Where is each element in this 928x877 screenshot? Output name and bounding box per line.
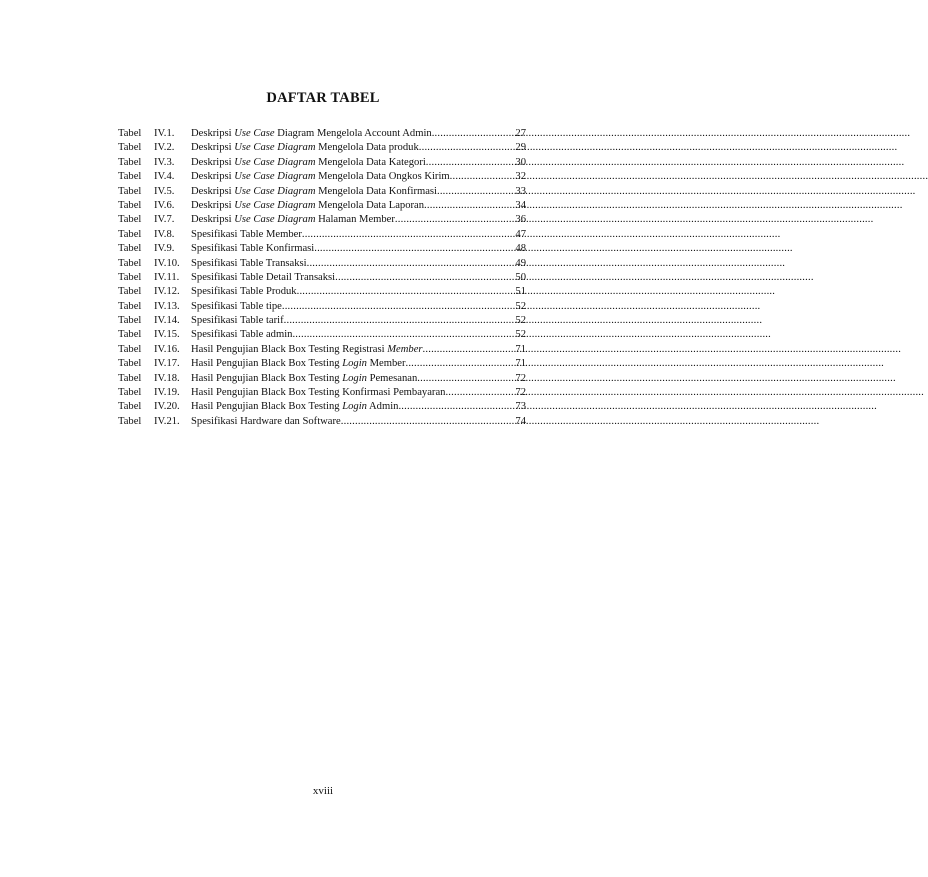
- table-label: Tabel: [118, 185, 142, 197]
- table-page-number: 30: [515, 156, 526, 168]
- table-number: IV.16.: [154, 343, 180, 355]
- dot-leader: [282, 300, 516, 314]
- table-number: IV.10.: [154, 257, 180, 269]
- list-item[interactable]: [118, 386, 526, 400]
- table-label: Tabel: [118, 271, 142, 283]
- table-page-number: 71: [515, 343, 526, 355]
- table-number: IV.5.: [154, 185, 175, 197]
- table-page-number: 50: [515, 271, 526, 283]
- dot-leader: [426, 156, 516, 170]
- table-caption: [191, 285, 297, 299]
- table-number: IV.14.: [154, 315, 180, 327]
- caption-text: Hasil Pengujian Black Box Testing: [191, 358, 343, 370]
- table-page-number: 34: [515, 199, 526, 211]
- caption-text-tail: Mengelola Data Kategori: [315, 156, 426, 168]
- list-item[interactable]: [118, 415, 526, 429]
- caption-italic-term: Use Case Diagram: [234, 214, 316, 226]
- table-page-number: 51: [515, 286, 526, 298]
- dot-leader: [292, 328, 515, 342]
- table-number: IV.13.: [154, 300, 180, 312]
- list-item[interactable]: [118, 343, 526, 357]
- table-label: Tabel: [118, 128, 142, 139]
- table-caption: [191, 228, 302, 242]
- table-label: Tabel: [118, 372, 142, 384]
- caption-text: Spesifikasi Table Member: [191, 228, 302, 240]
- table-page-number: 52: [515, 329, 526, 341]
- table-caption: [191, 185, 437, 199]
- list-item[interactable]: [118, 271, 526, 285]
- table-caption: [191, 242, 314, 256]
- dot-leader: [450, 170, 516, 184]
- dot-leader: [341, 415, 516, 429]
- table-page-number: 52: [515, 300, 526, 312]
- page-title: DAFTAR TABEL: [266, 90, 380, 106]
- caption-text-tail: Pemesanan: [366, 372, 418, 384]
- table-label: Tabel: [118, 300, 142, 312]
- table-caption: [191, 386, 445, 400]
- caption-text: Deskripsi: [191, 156, 235, 168]
- dot-leader: [314, 242, 515, 256]
- table-page-number: 52: [515, 315, 526, 327]
- table-number: IV.15.: [154, 329, 180, 341]
- list-item[interactable]: [118, 228, 526, 242]
- caption-text: Hasil Pengujian Black Box Testing: [191, 372, 343, 384]
- caption-italic-term: Use Case Diagram: [234, 171, 316, 183]
- caption-text-tail: Admin: [366, 401, 399, 413]
- caption-italic-term: Use Case: [234, 128, 275, 139]
- table-number: IV.8.: [154, 228, 175, 240]
- table-number: IV.4.: [154, 171, 175, 183]
- dot-leader: [405, 357, 515, 371]
- table-page-number: 33: [515, 185, 526, 197]
- table-label: Tabel: [118, 199, 142, 211]
- table-caption: [191, 343, 423, 357]
- table-label: Tabel: [118, 343, 142, 355]
- caption-italic-term: Use Case Diagram: [234, 199, 316, 211]
- table-number: IV.6.: [154, 199, 175, 211]
- list-item[interactable]: [118, 314, 526, 328]
- list-item[interactable]: [118, 170, 526, 184]
- caption-text: Spesifikasi Table Produk: [191, 286, 297, 298]
- caption-italic-term: Login: [342, 401, 367, 413]
- caption-text: Deskripsi: [191, 142, 235, 154]
- caption-text: Spesifikasi Table Transaksi: [191, 257, 307, 269]
- caption-italic-term: Use Case Diagram: [234, 156, 316, 168]
- table-number: IV.12.: [154, 286, 180, 298]
- caption-text: Hasil Pengujian Black Box Testing Registrasi: [191, 343, 388, 355]
- list-item[interactable]: [118, 372, 526, 386]
- page-number: xviii: [312, 785, 334, 797]
- dot-leader: [424, 199, 515, 213]
- dot-leader: [437, 185, 515, 199]
- table-caption: [191, 156, 426, 170]
- list-item[interactable]: [118, 300, 526, 314]
- table-list: [118, 127, 526, 429]
- caption-italic-term: Use Case Diagram: [234, 142, 316, 154]
- dot-leader: [297, 285, 516, 299]
- table-page-number: 49: [515, 257, 526, 269]
- table-caption: [191, 199, 424, 213]
- caption-text-tail: Diagram Mengelola Account Admin: [274, 128, 432, 139]
- table-number: IV.3.: [154, 156, 175, 168]
- table-page-number: 74: [515, 415, 526, 427]
- dot-leader: [432, 127, 516, 141]
- table-number: IV.19.: [154, 387, 180, 399]
- table-caption: [191, 271, 335, 285]
- caption-italic-term: Login: [342, 358, 367, 370]
- caption-text: Spesifikasi Table tipe: [191, 300, 282, 312]
- caption-text-tail: Halaman Member: [315, 214, 395, 226]
- list-item[interactable]: [118, 257, 526, 271]
- list-item[interactable]: [118, 285, 526, 299]
- caption-text: Spesifikasi Hardware dan Software: [191, 415, 341, 427]
- table-label: Tabel: [118, 358, 142, 370]
- caption-italic-term: Use Case Diagram: [234, 185, 316, 197]
- table-caption: [191, 357, 405, 371]
- list-item[interactable]: [118, 141, 526, 155]
- list-item[interactable]: [118, 213, 526, 227]
- table-label: Tabel: [118, 156, 142, 168]
- table-label: Tabel: [118, 142, 142, 154]
- list-item[interactable]: [118, 357, 526, 371]
- caption-text: Hasil Pengujian Black Box Testing Konfirmasi Pembayaran: [191, 387, 446, 399]
- caption-text: Spesifikasi Table Konfirmasi: [191, 243, 315, 255]
- table-label: Tabel: [118, 387, 142, 399]
- table-caption: [191, 400, 398, 414]
- table-page-number: 48: [515, 243, 526, 255]
- dot-leader: [395, 213, 515, 227]
- table-caption: [191, 300, 282, 314]
- table-caption: [191, 328, 292, 342]
- table-page-number: 72: [515, 372, 526, 384]
- caption-italic-term: Login: [342, 372, 367, 384]
- table-caption: [191, 372, 417, 386]
- list-item[interactable]: [118, 156, 526, 170]
- caption-text: Hasil Pengujian Black Box Testing: [191, 401, 343, 413]
- list-item[interactable]: [118, 199, 526, 213]
- table-page-number: 27: [515, 128, 526, 139]
- table-label: Tabel: [118, 329, 142, 341]
- table-label: Tabel: [118, 228, 142, 240]
- table-caption: [191, 141, 419, 155]
- table-page-number: 36: [515, 214, 526, 226]
- dot-leader: [284, 314, 516, 328]
- table-page-number: 29: [515, 142, 526, 154]
- table-caption: [191, 213, 395, 227]
- caption-text-tail: Mengelola Data produk: [315, 142, 419, 154]
- table-label: Tabel: [118, 286, 142, 298]
- table-page-number: 72: [515, 387, 526, 399]
- caption-text-tail: Mengelola Data Konfirmasi: [315, 185, 437, 197]
- list-item[interactable]: [118, 242, 526, 256]
- caption-text: Spesifikasi Table tarif: [191, 315, 284, 327]
- table-caption: [191, 170, 450, 184]
- dot-leader: [335, 271, 515, 285]
- table-number: IV.18.: [154, 372, 180, 384]
- caption-text: Spesifikasi Table Detail Transaksi: [191, 271, 336, 283]
- table-caption: [191, 314, 284, 328]
- caption-text: Deskripsi: [191, 185, 235, 197]
- caption-text: Deskripsi: [191, 128, 235, 139]
- table-label: Tabel: [118, 214, 142, 226]
- list-item[interactable]: [118, 400, 526, 414]
- table-number: IV.2.: [154, 142, 175, 154]
- table-label: Tabel: [118, 315, 142, 327]
- dot-leader: [445, 386, 515, 400]
- table-caption: [191, 127, 432, 141]
- table-label: Tabel: [118, 257, 142, 269]
- table-number: IV.17.: [154, 358, 180, 370]
- dot-leader: [423, 343, 516, 357]
- table-page-number: 47: [515, 228, 526, 240]
- caption-text-tail: Mengelola Data Ongkos Kirim: [315, 171, 450, 183]
- caption-text-tail: Mengelola Data Laporan: [315, 199, 425, 211]
- caption-text: Deskripsi: [191, 199, 235, 211]
- caption-text: Spesifikasi Table admin: [191, 329, 293, 341]
- dot-leader: [302, 228, 516, 242]
- table-label: Tabel: [118, 243, 142, 255]
- table-number: IV.20.: [154, 401, 180, 413]
- table-caption: [191, 415, 341, 429]
- caption-italic-term: Member: [387, 343, 423, 355]
- caption-text-tail: Member: [366, 358, 406, 370]
- list-item[interactable]: [118, 127, 526, 141]
- table-page-number: 73: [515, 401, 526, 413]
- table-caption: [191, 257, 307, 271]
- dot-leader: [398, 400, 515, 414]
- table-number: IV.9.: [154, 243, 175, 255]
- list-item[interactable]: [118, 185, 526, 199]
- table-number: IV.21.: [154, 415, 180, 427]
- dot-leader: [419, 141, 516, 155]
- table-label: Tabel: [118, 171, 142, 183]
- table-page-number: 32: [515, 171, 526, 183]
- table-label: Tabel: [118, 415, 142, 427]
- dot-leader: [307, 257, 516, 271]
- list-item[interactable]: [118, 328, 526, 342]
- table-number: IV.11.: [154, 271, 180, 283]
- table-page-number: 71: [515, 358, 526, 370]
- table-number: IV.1.: [154, 128, 175, 139]
- caption-text: Deskripsi: [191, 214, 235, 226]
- table-label: Tabel: [118, 401, 142, 413]
- table-number: IV.7.: [154, 214, 175, 226]
- dot-leader: [417, 372, 515, 386]
- caption-text: Deskripsi: [191, 171, 235, 183]
